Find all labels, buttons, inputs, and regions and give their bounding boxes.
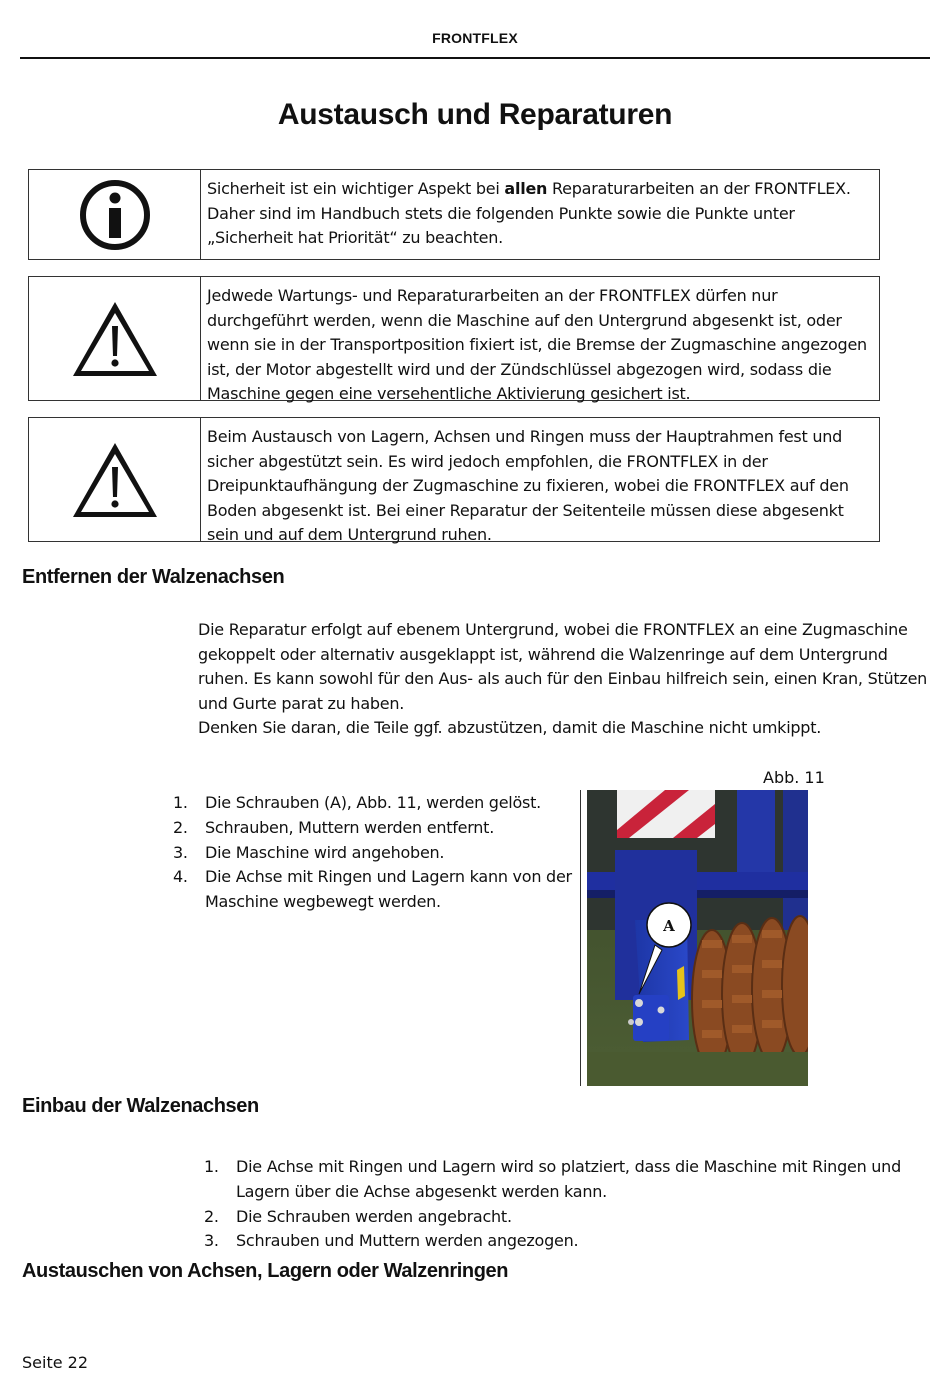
list-item: 1. Die Achse mit Ringen und Lagern wird so platziert, dass die Maschine mit Ringen und Lagern über die Achse abgesenkt werden kann. <box>204 1157 901 1201</box>
intro-paragraph: Die Reparatur erfolgt auf ebenem Untergrund, wobei die FRONTFLEX an eine Zugmaschine gekoppelt oder alternativ ausgeklappt ist, während die Walzenringe auf dem Untergrund ruhen. Es kann sowohl für den Aus- als auch für den Einbau hilfreich sein, einen Kran, Stützen und Gurte parat zu haben. Denken Sie daran, die Teile ggf. abzustützen, damit die Maschine nicht umkippt. <box>198 620 928 738</box>
figure-caption: Abb. 11 <box>763 768 825 787</box>
warning-icon <box>69 439 161 521</box>
removal-steps <box>173 791 578 915</box>
list-item: 2. Schrauben, Muttern werden entfernt. <box>173 817 495 837</box>
callout-label: A <box>663 917 675 935</box>
list-item: 3. Die Maschine wird angehoben. <box>173 842 445 862</box>
install-steps <box>204 1155 932 1254</box>
notice-text: Beim Austausch von Lagern, Achsen und Ringen muss der Hauptrahmen fest und sicher abgestützt sein. Es wird jedoch empfohlen, die FRONTFLEX in der Dreipunktaufhängung der Zugmaschine zu fixieren, wobei die FRONTFLEX auf den Boden abgesenkt ist. Bei einer Reparatur der Seitenteile müssen diese abgesenkt sein und auf dem Untergrund ruhen. <box>207 427 849 545</box>
header-title: FRONTFLEX <box>432 30 518 46</box>
figure-divider <box>580 790 581 1086</box>
notice-text: Jedwede Wartungs- und Reparaturarbeiten an der FRONTFLEX dürfen nur durchgeführt werden, wenn die Maschine auf den Untergrund abgesenkt ist, oder wenn sie in der Transportposition fixiert ist, die Bremse der Zugmaschine angezogen ist, der Motor abgestellt wird und der Zündschlüssel abgezogen wird, sodass die Maschine gegen eine versehentliche Aktivierung gesichert ist. <box>207 286 867 404</box>
list-item: 2. Die Schrauben werden angebracht. <box>204 1206 512 1226</box>
section-title-remove: Entfernen der Walzenachsen <box>22 566 285 588</box>
notice-info <box>28 169 880 260</box>
emphasis: allen <box>504 179 548 198</box>
notice-warning <box>28 276 880 404</box>
section-title-replace: Austauschen von Achsen, Lagern oder Walzenringen <box>22 1260 509 1282</box>
warning-icon <box>69 298 161 380</box>
running-header <box>20 30 930 59</box>
list-item: 3. Schrauben und Muttern werden angezogen. <box>204 1231 579 1251</box>
notice-text: Sicherheit ist ein wichtiger Aspekt bei allen Reparaturarbeiten an der FRONTFLEX. Daher sind im Handbuch stets die folgenden Punkte sowie die Punkte unter „Sicherheit hat Priorität“ zu beachten. <box>207 179 851 248</box>
list-item: 1. Die Schrauben (A), Abb. 11, werden gelöst. <box>173 793 541 812</box>
page-title: Austausch und Reparaturen <box>277 98 673 131</box>
info-icon <box>78 178 152 252</box>
notice-warning <box>28 417 880 545</box>
section-title-install: Einbau der Walzenachsen <box>22 1095 259 1117</box>
list-item: 4. Die Achse mit Ringen und Lagern kann von der Maschine wegbewegt werden. <box>173 867 572 912</box>
page-number: Seite 22 <box>22 1353 89 1372</box>
machine-photo <box>587 790 808 1086</box>
